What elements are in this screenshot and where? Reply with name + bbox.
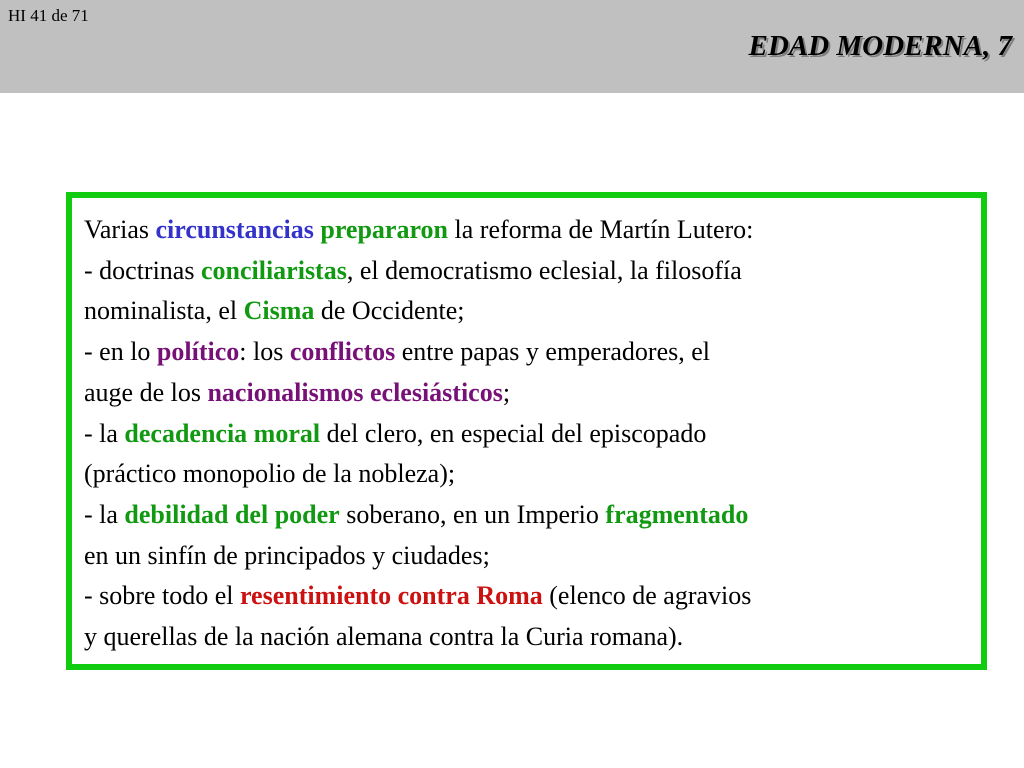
header-band: [0, 0, 1024, 93]
text-segment: auge de los: [84, 377, 208, 407]
highlighted-term: político: [156, 337, 240, 367]
highlighted-term: nacionalismos eclesiásticos: [207, 377, 503, 407]
text-segment: entre papas y emperadores, el: [395, 337, 711, 367]
text-segment: (elenco de agravios: [542, 581, 752, 611]
content-text: [84, 210, 979, 658]
text-segment: la reforma de Martín Lutero:: [448, 215, 754, 244]
text-line: [84, 576, 979, 617]
highlighted-term: Cisma: [243, 296, 315, 326]
text-line: [84, 210, 979, 251]
highlighted-term: resentimiento contra Roma: [239, 581, 543, 611]
text-line: [84, 536, 979, 577]
text-segment: Varias: [84, 215, 156, 244]
text-segment: del clero, en especial del episcopado: [320, 418, 707, 448]
text-segment: nominalista, el: [84, 296, 244, 326]
highlighted-term: conflictos: [289, 337, 396, 367]
text-segment: de Occidente;: [314, 296, 465, 326]
text-line: [84, 373, 979, 414]
content-box: [66, 192, 987, 670]
text-segment: : los: [239, 337, 290, 367]
text-segment: - en lo: [84, 337, 157, 367]
highlighted-term: circunstancias: [155, 215, 314, 244]
text-segment: en un sinfín de principados y ciudades;: [84, 540, 490, 570]
text-line: [84, 495, 979, 536]
text-line: [84, 617, 979, 658]
text-line: [84, 454, 979, 495]
slide-counter: HI 41 de 71: [8, 6, 89, 25]
text-segment: , el democratismo eclesial, la filosofía: [346, 255, 742, 285]
text-segment: - la: [84, 499, 125, 529]
highlighted-term: fragmentado: [605, 499, 749, 529]
text-line: [84, 332, 979, 373]
text-segment: (práctico monopolio de la nobleza);: [84, 459, 456, 489]
text-segment: y querellas de la nación alemana contra la Curia romana).: [84, 622, 684, 652]
text-segment: ;: [502, 377, 511, 407]
text-segment: - la: [84, 418, 125, 448]
text-line: [84, 251, 979, 292]
text-line: [84, 291, 979, 332]
text-segment: - doctrinas: [84, 255, 201, 285]
highlighted-term: debilidad del poder: [124, 499, 340, 529]
text-segment: - sobre todo el: [84, 581, 240, 611]
text-segment: soberano, en un Imperio: [339, 499, 606, 529]
slide-title: EDAD MODERNA, 7: [748, 30, 1012, 62]
highlighted-term: prepararon: [320, 215, 449, 244]
highlighted-term: conciliaristas: [200, 255, 347, 285]
highlighted-term: decadencia moral: [124, 418, 321, 448]
text-line: [84, 414, 979, 455]
